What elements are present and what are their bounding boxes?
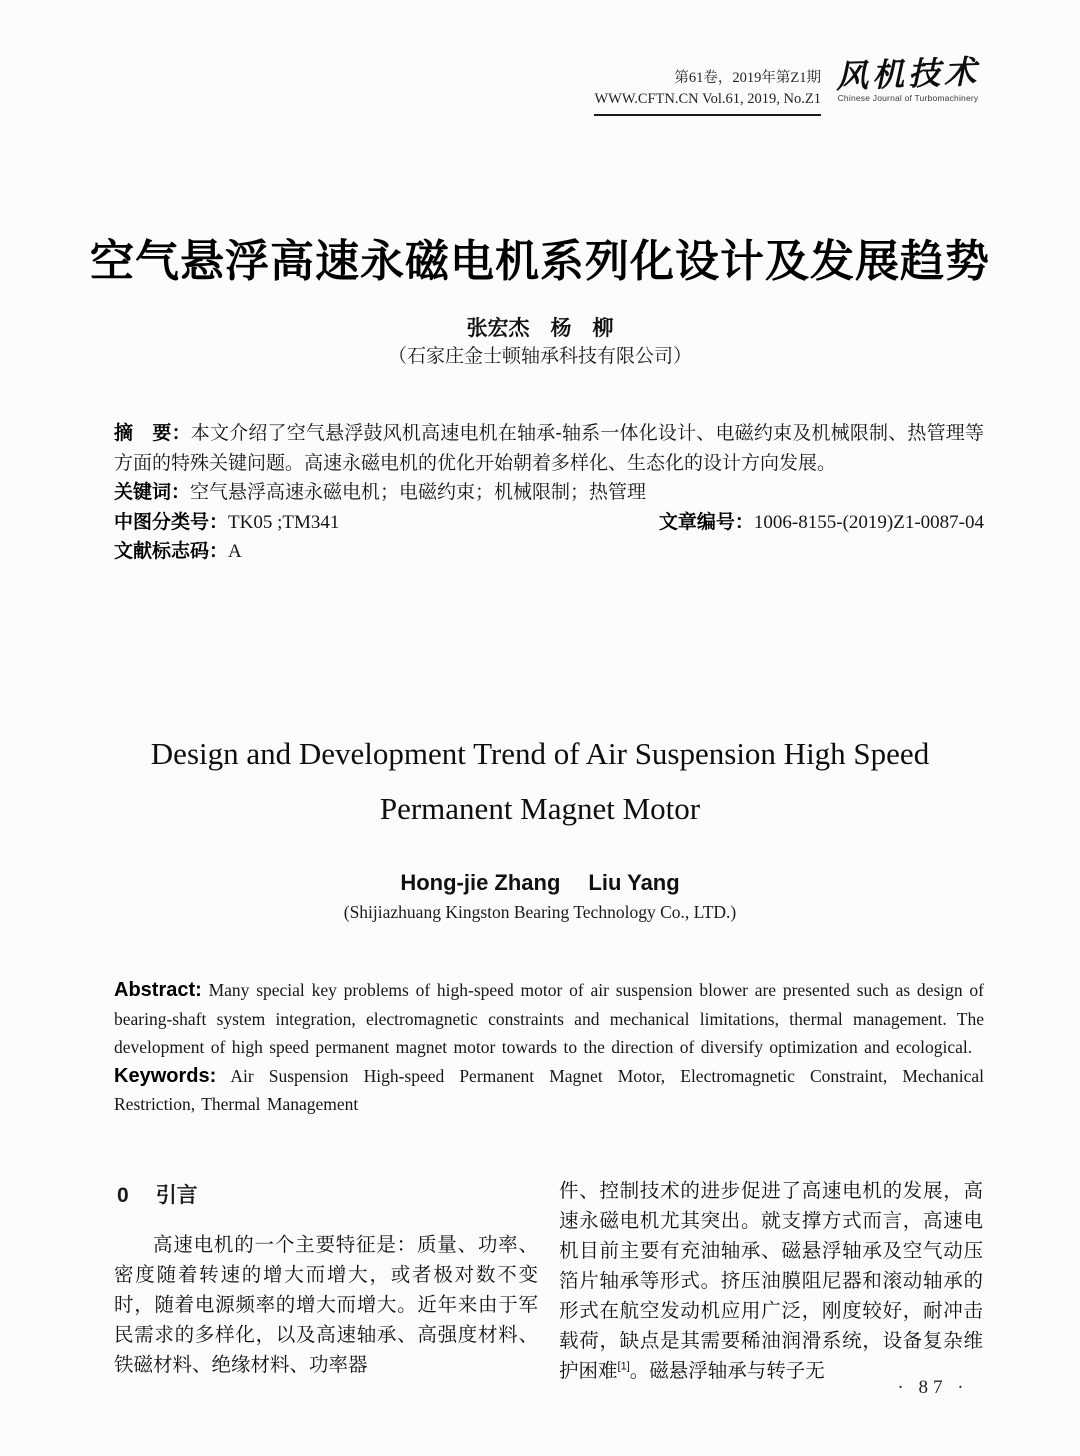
body-right-text: 件、控制技术的进步促进了高速电机的发展，高速永磁电机尤其突出。就支撑方式而言，高速电机目前主要有充油轴承、磁悬浮轴承及空气动压箔片轴承等形式。挤压油膜阻尼器和滚动轴承的形式在航空发动机应用广泛，刚度较好，耐冲击载荷，缺点是其需要稀油润滑系统，设备复杂维护困难: [559, 1180, 983, 1382]
article-id-label: 文章编号：: [658, 511, 754, 533]
section-number: 0: [117, 1184, 129, 1207]
issue-line-cn: 第61卷，2019年第Z1期: [674, 70, 821, 86]
issue-line-en: WWW.CFTN.CN Vol.61, 2019, No.Z1: [594, 91, 821, 107]
author-en-2: Liu Yang: [588, 870, 680, 895]
page-number: · 87 ·: [897, 1377, 969, 1398]
keywords-label-en: Keywords:: [114, 1064, 217, 1087]
abstract-text-cn: 本文介绍了空气悬浮鼓风机高速电机在轴承-轴系一体化设计、电磁约束及机械限制、热管理等方面的特殊关键问题。高速永磁电机的优化开始朝着多样化、生态化的设计方向发展。: [114, 423, 984, 474]
keywords-label-cn: 关键词：: [114, 482, 191, 503]
clc-label: 中图分类号：: [114, 511, 229, 533]
abstract-cn: [114, 419, 984, 478]
meta-block-en: [114, 976, 984, 1119]
journal-logo-subtitle: Chinese Journal of Turbomachinery: [837, 93, 979, 103]
keywords-text-en: Air Suspension High-speed Permanent Magnet Motor, Electromagnetic Constraint, Mechanical Restriction, Thermal Management: [114, 1065, 984, 1114]
body-paragraph-right: [559, 1176, 983, 1386]
abstract-label-cn: 摘 要：: [114, 423, 191, 444]
keywords-en: [114, 1062, 984, 1119]
abstract-en: [114, 976, 984, 1062]
body-paragraph-left: 高速电机的一个主要特征是：质量、功率、密度随着转速的增大而增大，或者极对数不变时，随着电源频率的增大而增大。近年来由于军民需求的多样化，以及高速轴承、高强度材料、铁磁材料、绝缘材料、功率器: [114, 1234, 538, 1376]
affiliation-cn: （石家庄金士顿轴承科技有限公司）: [387, 346, 692, 367]
article-id: [659, 508, 984, 538]
journal-logo-calligraphy: 风机技术: [835, 52, 981, 96]
journal-logo: [835, 52, 981, 103]
journal-issue-info: [594, 68, 821, 116]
body-right-text-after: 。磁悬浮轴承与转子无: [629, 1360, 825, 1382]
abstract-label-en: Abstract:: [114, 979, 202, 1001]
clc-value: TK05 ;TM341: [228, 511, 340, 533]
body-columns: [114, 1176, 984, 1386]
body-column-left: [114, 1176, 538, 1386]
body-column-right: [559, 1176, 983, 1386]
authors-en: [0, 870, 1080, 896]
keywords-cn: [114, 478, 984, 508]
document-code: [114, 537, 984, 567]
journal-header: [594, 52, 981, 116]
affiliation-en: (Shijiazhuang Kingston Bearing Technology Co., LTD.): [343, 902, 737, 922]
section-title: 引言: [155, 1184, 198, 1207]
meta-block-cn: [114, 419, 984, 567]
document-code-value: A: [228, 541, 242, 562]
paper-title-cn: 空气悬浮高速永磁电机系列化设计及发展趋势: [90, 237, 990, 287]
section-heading: [117, 1181, 538, 1211]
classification-row: [114, 508, 984, 538]
article-id-value: 1006-8155-(2019)Z1-0087-04: [753, 511, 984, 533]
abstract-text-en: Many special key problems of high-speed motor of air suspension blower are presented such as design of bearing-shaft system integration, electromagnetic constraints and mechanical limitations, thermal management. The development of high speed permanent magnet motor towards to the direction of diversify optimization and ecological.: [114, 980, 984, 1057]
authors-cn: 张宏杰 杨 柳: [466, 317, 614, 340]
citation-ref: [1]: [617, 1360, 630, 1373]
paper-title-en: Design and Development Trend of Air Suspension High Speed Permanent Magnet Motor: [150, 736, 930, 826]
author-en-1: Hong-jie Zhang: [400, 870, 561, 895]
keywords-text-cn: 空气悬浮高速永磁电机；电磁约束；机械限制；热管理: [190, 482, 647, 503]
clc-number: [114, 508, 339, 538]
document-code-label: 文献标志码：: [114, 541, 229, 562]
